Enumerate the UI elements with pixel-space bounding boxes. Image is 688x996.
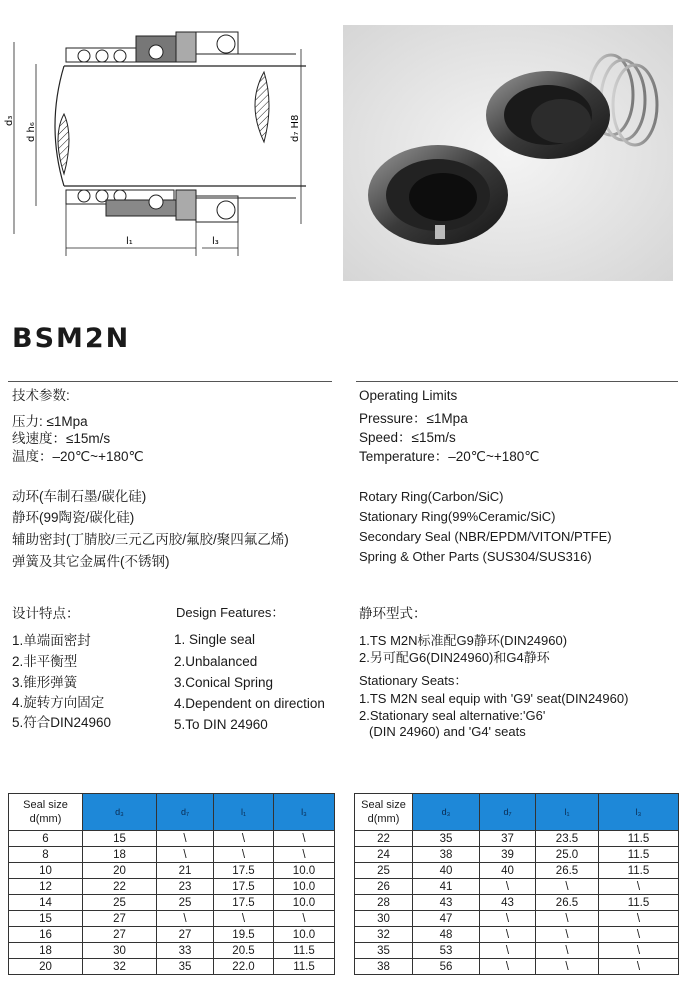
param-temp-cn: 温度：–20℃~+180℃: [12, 449, 144, 464]
table-cell: \: [157, 831, 214, 847]
material-stationary-en: Stationary Ring(99%Ceramic/SiC): [359, 509, 556, 524]
seat-cn-2: 2.另可配G6(DIN24960)和G4静环: [359, 650, 550, 665]
label-l1: l₁: [126, 236, 133, 247]
features-heading-cn: 设计特点：: [12, 606, 80, 621]
feature-en-5: 5.To DIN 24960: [174, 717, 268, 732]
table-cell: 24: [355, 847, 413, 863]
table-cell: \: [480, 879, 536, 895]
table-cell: 28: [355, 895, 413, 911]
table-row: [9, 895, 335, 911]
table-cell: \: [599, 959, 679, 975]
table-cell: 39: [480, 847, 536, 863]
divider: [8, 381, 332, 382]
table-cell: 20.5: [214, 943, 274, 959]
table-cell: 53: [413, 943, 480, 959]
table-row: [355, 959, 679, 975]
table-cell: 10.0: [274, 895, 335, 911]
table-row: [355, 879, 679, 895]
param-speed-cn: 线速度：≤15m/s: [12, 431, 111, 446]
table-cell: \: [536, 959, 599, 975]
table-cell: \: [480, 959, 536, 975]
table-cell: 10.0: [274, 879, 335, 895]
seat-en-1: 1.TS M2N seal equip with 'G9' seat(DIN24960): [359, 691, 629, 706]
material-stationary-cn: 静环(99陶瓷/碳化硅): [12, 510, 135, 525]
table-cell: 8: [9, 847, 83, 863]
param-pressure-cn: 压力: ≤1Mpa: [12, 414, 88, 429]
feature-cn-2: 2.非平衡型: [12, 654, 78, 669]
table-cell: 25: [83, 895, 157, 911]
table-row: [355, 863, 679, 879]
table-cell: 35: [413, 831, 480, 847]
table-row: [9, 847, 335, 863]
header-seal-size: Seal size d(mm): [355, 794, 413, 831]
table-cell: 30: [83, 943, 157, 959]
table-cell: 22: [83, 879, 157, 895]
table-row: [9, 959, 335, 975]
table-cell: 21: [157, 863, 214, 879]
table-cell: \: [214, 847, 274, 863]
table-row: [355, 831, 679, 847]
table-cell: 38: [413, 847, 480, 863]
limit-pressure: Pressure：≤1Mpa: [359, 411, 468, 426]
table-cell: \: [274, 831, 335, 847]
table-cell: 38: [355, 959, 413, 975]
table-cell: 12: [9, 879, 83, 895]
table-cell: 25: [157, 895, 214, 911]
table-cell: 6: [9, 831, 83, 847]
table-row: [9, 911, 335, 927]
header-d7: d₇: [157, 794, 214, 831]
header-seal-size: Seal size d(mm): [9, 794, 83, 831]
features-heading-en: Design Features：: [176, 605, 285, 620]
table-cell: \: [480, 927, 536, 943]
params-heading: 技术参数:: [12, 388, 70, 403]
spec-table-left: [8, 793, 335, 975]
table-row: [9, 943, 335, 959]
table-cell: 20: [9, 959, 83, 975]
seal-cross-section-drawing: [6, 24, 326, 286]
table-cell: 16: [9, 927, 83, 943]
label-dh6: d h₆: [26, 122, 37, 142]
table-cell: \: [214, 911, 274, 927]
limits-heading: Operating Limits: [359, 388, 458, 403]
table-cell: \: [480, 911, 536, 927]
table-cell: \: [157, 911, 214, 927]
table-cell: 23: [157, 879, 214, 895]
table-cell: \: [536, 943, 599, 959]
table-cell: \: [480, 943, 536, 959]
table-cell: \: [214, 831, 274, 847]
table-cell: 22: [355, 831, 413, 847]
seat-heading-en: Stationary Seats：: [359, 673, 468, 688]
table-cell: 32: [83, 959, 157, 975]
material-spring-en: Spring & Other Parts (SUS304/SUS316): [359, 549, 592, 564]
table-cell: \: [536, 911, 599, 927]
table-header-row: [9, 794, 335, 831]
table-cell: \: [274, 847, 335, 863]
table-row: [355, 927, 679, 943]
feature-en-3: 3.Conical Spring: [174, 675, 274, 690]
table-cell: 15: [83, 831, 157, 847]
table-cell: 11.5: [274, 943, 335, 959]
model-title: BSM2N: [12, 323, 131, 354]
table-cell: 27: [83, 927, 157, 943]
table-cell: \: [599, 879, 679, 895]
header-d7: d₇: [480, 794, 536, 831]
table-row: [9, 831, 335, 847]
limit-temperature: Temperature：–20℃~+180℃: [359, 449, 540, 464]
table-cell: 10: [9, 863, 83, 879]
table-cell: 26.5: [536, 895, 599, 911]
header-l3: l₃: [274, 794, 335, 831]
header-d3: d₃: [83, 794, 157, 831]
table-cell: 40: [413, 863, 480, 879]
label-l3: l₃: [212, 236, 219, 247]
table-cell: 11.5: [599, 863, 679, 879]
table-cell: 20: [83, 863, 157, 879]
table-cell: \: [274, 911, 335, 927]
table-cell: 18: [83, 847, 157, 863]
feature-en-2: 2.Unbalanced: [174, 654, 258, 669]
seat-en-2: 2.Stationary seal alternative:'G6': [359, 708, 546, 723]
table-row: [355, 847, 679, 863]
table-cell: 11.5: [599, 831, 679, 847]
table-cell: 22.0: [214, 959, 274, 975]
label-d3: d₃: [4, 115, 15, 126]
feature-en-1: 1. Single seal: [174, 632, 256, 647]
table-cell: 25: [355, 863, 413, 879]
table-cell: 35: [157, 959, 214, 975]
table-row: [9, 879, 335, 895]
table-cell: 48: [413, 927, 480, 943]
seat-heading-cn: 静环型式：: [359, 606, 427, 621]
table-cell: 41: [413, 879, 480, 895]
table-cell: 35: [355, 943, 413, 959]
table-row: [355, 943, 679, 959]
material-spring-cn: 弹簧及其它金属件(不锈钢): [12, 554, 170, 569]
table-cell: 18: [9, 943, 83, 959]
label-d7h8: d₇ H8: [290, 114, 301, 142]
table-cell: \: [599, 911, 679, 927]
table-cell: 27: [157, 927, 214, 943]
feature-cn-1: 1.单端面密封: [12, 633, 91, 648]
material-rotary-cn: 动环(车制石墨/碳化硅): [12, 489, 147, 504]
table-row: [355, 911, 679, 927]
table-body: [355, 831, 679, 975]
seat-cn-1: 1.TS M2N标准配G9静环(DIN24960): [359, 633, 568, 648]
table-cell: 56: [413, 959, 480, 975]
table-header-row: [355, 794, 679, 831]
table-cell: \: [157, 847, 214, 863]
table-cell: 33: [157, 943, 214, 959]
product-photo: [343, 25, 673, 281]
table-cell: 14: [9, 895, 83, 911]
table-cell: \: [599, 927, 679, 943]
table-row: [9, 927, 335, 943]
material-rotary-en: Rotary Ring(Carbon/SiC): [359, 489, 504, 504]
table-cell: 43: [480, 895, 536, 911]
header-l3: l₃: [599, 794, 679, 831]
table-cell: 27: [83, 911, 157, 927]
table-cell: 30: [355, 911, 413, 927]
table-cell: 17.5: [214, 879, 274, 895]
table-cell: 26.5: [536, 863, 599, 879]
limit-speed: Speed：≤15m/s: [359, 430, 456, 445]
material-secondary-en: Secondary Seal (NBR/EPDM/VITON/PTFE): [359, 529, 612, 544]
header-l1: l₁: [214, 794, 274, 831]
feature-cn-3: 3.锥形弹簧: [12, 675, 78, 690]
table-cell: 25.0: [536, 847, 599, 863]
table-row: [355, 895, 679, 911]
material-secondary-cn: 辅助密封(丁腈胶/三元乙丙胶/氟胶/聚四氟乙烯): [12, 532, 289, 547]
table-cell: 11.5: [599, 895, 679, 911]
table-cell: \: [536, 879, 599, 895]
feature-cn-4: 4.旋转方向固定: [12, 695, 105, 710]
table-row: [9, 863, 335, 879]
divider: [356, 381, 678, 382]
table-cell: 10.0: [274, 927, 335, 943]
table-cell: 11.5: [274, 959, 335, 975]
feature-en-4: 4.Dependent on direction: [174, 696, 325, 711]
feature-cn-5: 5.符合DIN24960: [12, 715, 112, 730]
table-cell: \: [536, 927, 599, 943]
table-cell: 17.5: [214, 895, 274, 911]
spec-table-right: [354, 793, 679, 975]
seat-en-3: (DIN 24960) and 'G4' seats: [369, 724, 526, 739]
table-cell: \: [599, 943, 679, 959]
table-cell: 26: [355, 879, 413, 895]
header-l1: l₁: [536, 794, 599, 831]
table-cell: 32: [355, 927, 413, 943]
table-cell: 47: [413, 911, 480, 927]
table-cell: 10.0: [274, 863, 335, 879]
table-cell: 37: [480, 831, 536, 847]
table-cell: 40: [480, 863, 536, 879]
table-cell: 17.5: [214, 863, 274, 879]
table-cell: 11.5: [599, 847, 679, 863]
table-body: [9, 831, 335, 975]
header-d3: d₃: [413, 794, 480, 831]
table-cell: 19.5: [214, 927, 274, 943]
table-cell: 15: [9, 911, 83, 927]
table-cell: 23.5: [536, 831, 599, 847]
table-cell: 43: [413, 895, 480, 911]
